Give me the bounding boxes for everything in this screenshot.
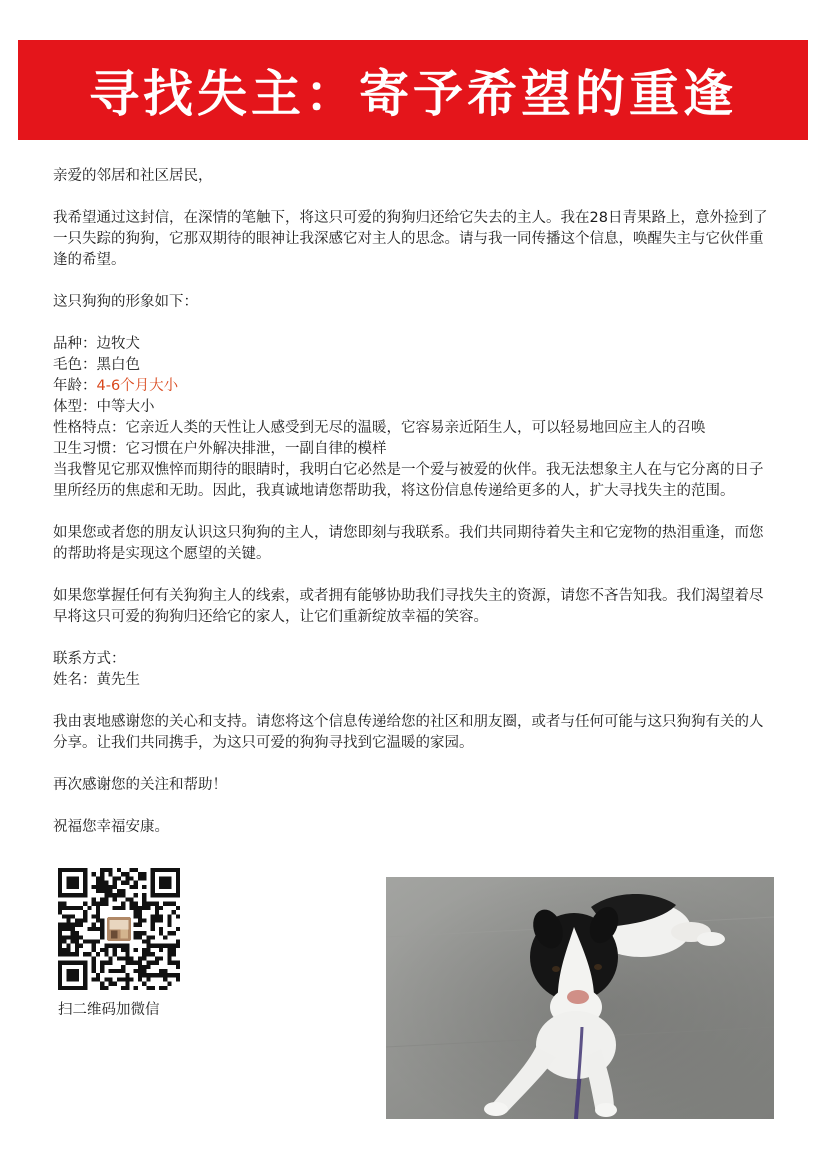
feature-habits-label: 卫生习惯：: [53, 441, 126, 457]
letter-body: [53, 166, 769, 859]
thanks-paragraph: 我由衷地感谢您的关心和支持。请您将这个信息传递给您的社区和朋友圈，或者与任何可能与这只狗狗有关的人分享。让我们共同携手，为这只可爱的狗狗寻找到它温暖的家园。: [53, 714, 764, 751]
qr-code-block: [58, 868, 182, 990]
feature-breed: [53, 334, 769, 355]
feature-personality: [53, 418, 769, 439]
greeting: 亲爱的邻居和社区居民，: [53, 168, 213, 184]
feature-breed-label: 品种：: [53, 336, 97, 352]
contact-owner-paragraph: 如果您或者您的朋友认识这只狗狗的主人，请您即刻与我联系。我们共同期待着失主和它宠物的热泪重逢，而您的帮助将是实现这个愿望的关键。: [53, 525, 764, 562]
feature-size: [53, 397, 769, 418]
feature-age: [53, 376, 769, 397]
feature-age-value: 4-6个月大小: [96, 378, 179, 394]
feature-size-label: 体型：: [53, 399, 97, 415]
feature-size-value: 中等大小: [96, 399, 155, 415]
blessing: 祝福您幸福安康。: [53, 819, 169, 835]
page-title: 寻找失主：寄予希望的重逢: [89, 65, 737, 123]
intro-paragraph: 我希望通过这封信，在深情的笔触下，将这只可爱的狗狗归还给它失去的主人。我在28日青果路上，意外捡到了一只失踪的狗狗，它那双期待的眼神让我深感它对主人的思念。请与我一同传播这个信息，唤醒失主与它伙伴重逢的希望。: [53, 210, 768, 268]
clues-paragraph: 如果您掌握任何有关狗狗主人的线索，或者拥有能够协助我们寻找失主的资源，请您不吝告知我。我们渴望着尽早将这只可爱的狗狗归还给它的家人，让它们重新绽放幸福的笑容。: [53, 588, 764, 625]
feature-personality-label: 性格特点：: [53, 420, 126, 436]
feature-habits: [53, 439, 769, 460]
title-banner: [18, 40, 808, 140]
feature-personality-value: 它亲近人类的天性让人感受到无尽的温暖，它容易亲近陌生人，可以轻易地回应主人的召唤: [125, 420, 706, 436]
thanks-again: 再次感谢您的关注和帮助！: [53, 777, 227, 793]
contact-name-value: 黄先生: [96, 672, 140, 688]
contact-name-label: 姓名：: [53, 672, 97, 688]
qr-caption: 扫二维码加微信: [58, 1002, 160, 1018]
dog-photo: [386, 877, 774, 1119]
feature-color-label: 毛色：: [53, 357, 97, 373]
border-collie-puppy-photo: [386, 877, 774, 1119]
contact-heading: 联系方式：: [53, 651, 126, 667]
contact-name: [53, 670, 769, 691]
feature-habits-value: 它习惯在户外解决排泄，一副自律的模样: [125, 441, 387, 457]
plea-paragraph: 当我瞥见它那双憔悴而期待的眼睛时，我明白它必然是一个爱与被爱的伙伴。我无法想象主人在与它分离的日子里所经历的焦虑和无助。因此，我真诚地请您帮助我，将这份信息传递给更多的人，扩大寻找失主的范围。: [53, 462, 764, 499]
feature-color: [53, 355, 769, 376]
features-intro: 这只狗狗的形象如下：: [53, 294, 198, 310]
dog-features-list: [53, 334, 769, 460]
wechat-qr-code-icon[interactable]: [58, 868, 180, 990]
feature-age-label: 年龄：: [53, 378, 97, 394]
feature-color-value: 黑白色: [96, 357, 140, 373]
feature-breed-value: 边牧犬: [96, 336, 140, 352]
